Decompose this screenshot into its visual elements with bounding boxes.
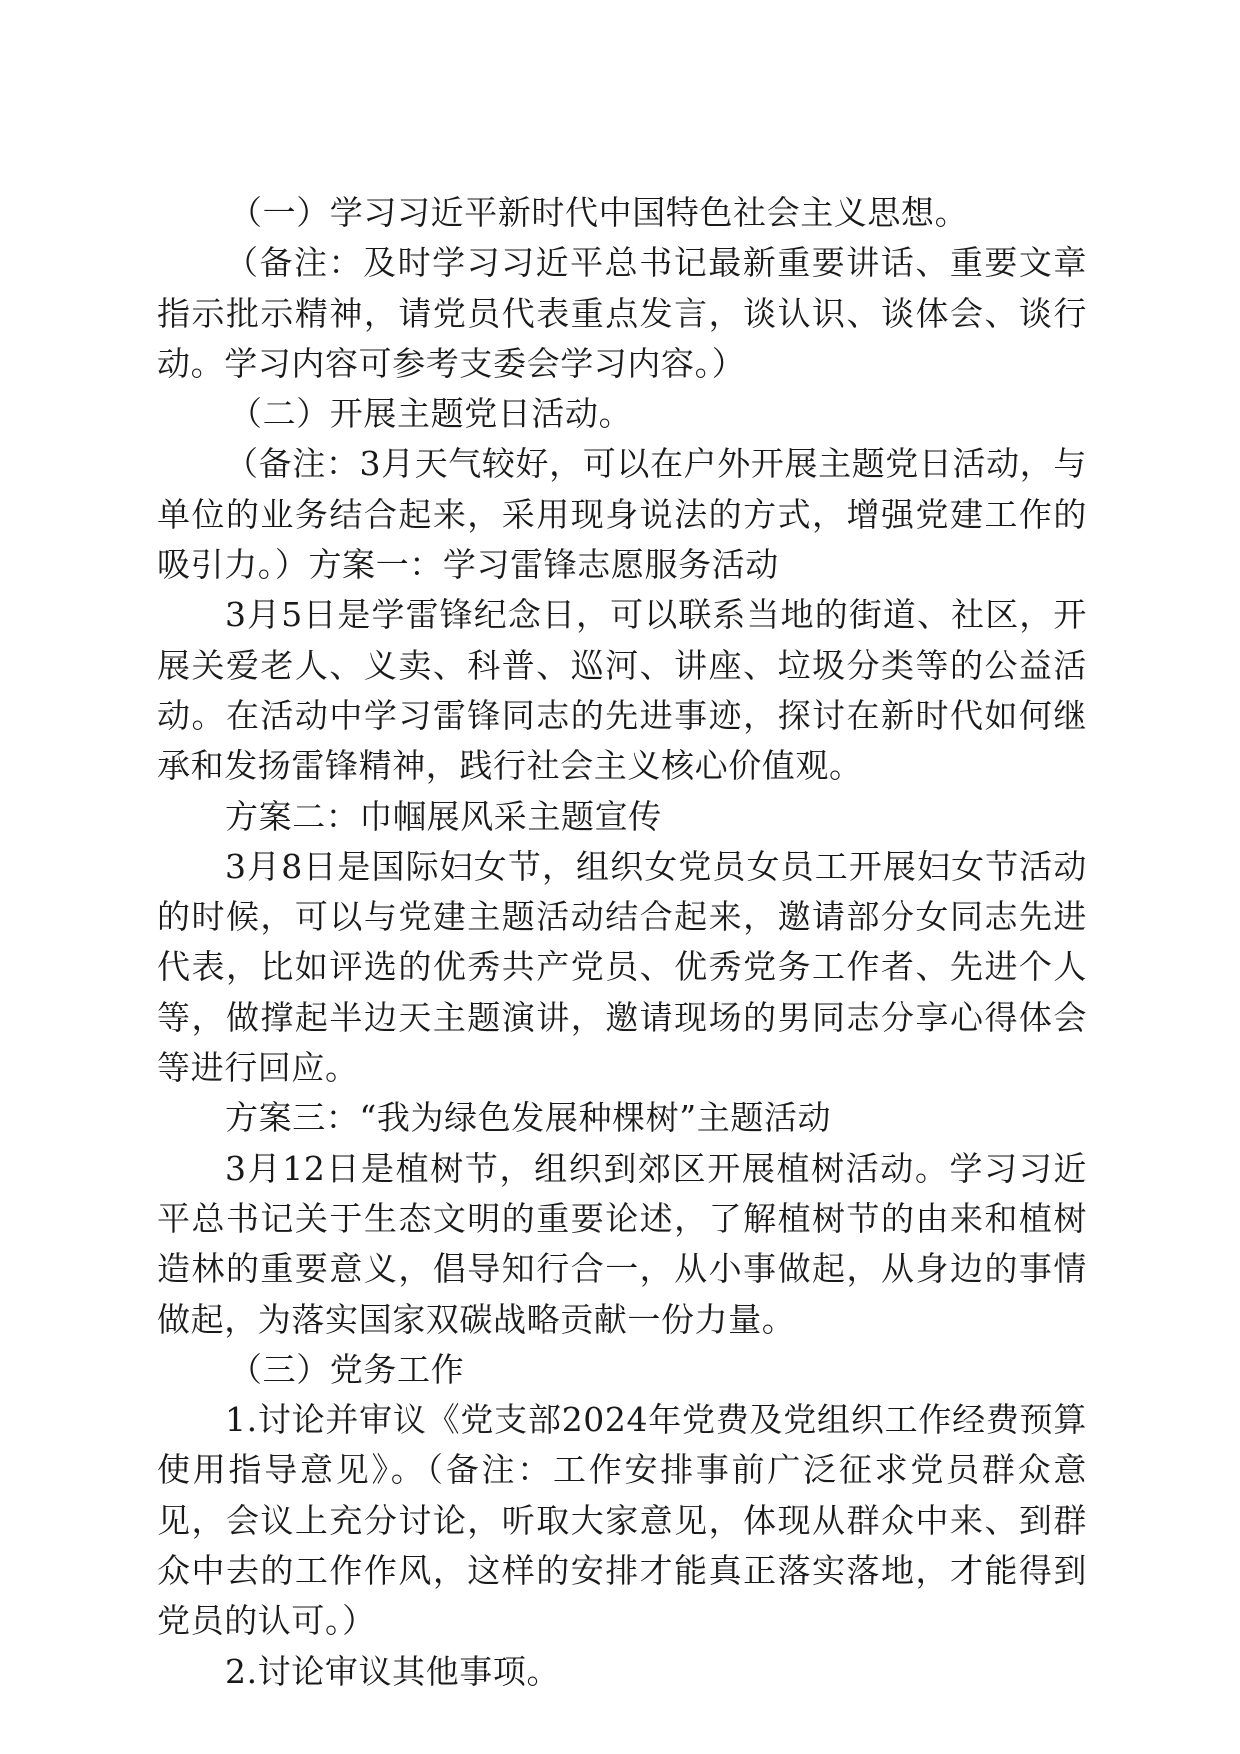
note-paragraph-2: （备注：3月天气较好，可以在户外开展主题党日活动，与单位的业务结合起来，采用现身说法的方式，增强党建工作的吸引力。）方案一：学习雷锋志愿服务活动	[157, 444, 1087, 585]
section-heading-1: （一）学习习近平新时代中国特色社会主义思想。	[229, 193, 969, 232]
plan-three-heading: 方案三：“我为绿色发展种棵树”主题活动	[225, 1098, 832, 1138]
section-heading-2: （二）开展主题党日活动。	[229, 394, 633, 434]
note-paragraph-1: （备注：及时学习习近平总书记最新重要讲话、重要文章指示批示精神，请党员代表重点发言，谈认识、谈体会、谈行动。学习内容可参考支委会学习内容。）	[157, 243, 1087, 383]
plan-two-heading: 方案二：巾帼展风采主题宣传	[225, 796, 662, 836]
party-affairs-item-2: 2.讨论审议其他事项。	[225, 1651, 561, 1691]
document-body	[157, 188, 1087, 1697]
section-heading-3: （三）党务工作	[229, 1349, 465, 1389]
plan-three-paragraph: 3月12日是植树节，组织到郊区开展植树活动。学习习近平总书记关于生态文明的重要论述，了解植树节的由来和植树造林的重要意义，倡导知行合一，从小事做起，从身边的事情做起，为落实国家双碳战略贡献一份力量。	[157, 1148, 1087, 1339]
plan-two-paragraph: 3月8日是国际妇女节，组织女党员女员工开展妇女节活动的时候，可以与党建主题活动结合起来，邀请部分女同志先进代表，比如评选的优秀共产党员、优秀党务工作者、先进个人等，做撑起半边天主题演讲，邀请现场的男同志分享心得体会等进行回应。	[157, 846, 1087, 1088]
plan-one-paragraph: 3月5日是学雷锋纪念日，可以联系当地的街道、社区，开展关爱老人、义卖、科普、巡河、讲座、垃圾分类等的公益活动。在活动中学习雷锋同志的先进事迹，探讨在新时代如何继承和发扬雷锋精神，践行社会主义核心价值观。	[157, 595, 1087, 786]
party-affairs-item-1: 1.讨论并审议《党支部2024年党费及党组织工作经费预算使用指导意见》。（备注：工作安排事前广泛征求党员群众意见，会议上充分讨论，听取大家意见，体现从群众中来、到群众中去的工作作风，这样的安排才能真正落实落地，才能得到党员的认可。）	[157, 1400, 1087, 1641]
